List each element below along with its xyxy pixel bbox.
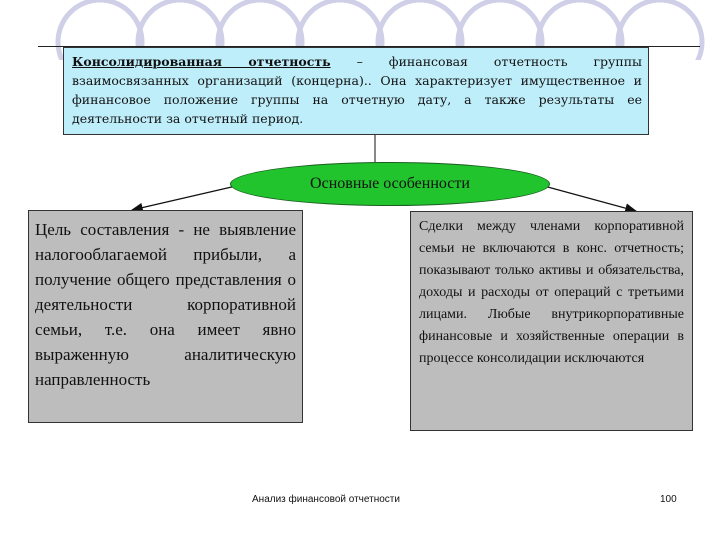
transactions-box bbox=[410, 211, 693, 431]
main-features-node bbox=[230, 162, 550, 206]
page-number: 100 bbox=[660, 494, 677, 505]
main-features-label: Основные особенности bbox=[310, 175, 470, 192]
arrow-to-right-box bbox=[544, 186, 636, 211]
arrow-to-left-box bbox=[132, 186, 236, 210]
definition-term: Консолидированная отчетность bbox=[72, 54, 331, 69]
transactions-text: Сделки между членами корпоративной семьи не включаются в конс. отчетность; показывают только активы и обязательства, доходы и расходы от операций с третьими лицами. Любые внутрикорпоративные финансовые и хозяйственные операции в процессе консолидации исключаются bbox=[419, 219, 684, 366]
purpose-text: Цель составления - не выявление налогооблагаемой прибыли, а получение общего представления о деятельности корпоративной семьи, т.е. она имеет явно выраженную аналитическую направленность bbox=[35, 220, 296, 389]
definition-text: – финансовая отчетность группы взаимосвязанных организаций (концерна).. Она характеризует имущественное и финансовое положение группы на отчетную дату, а также результаты ее деятельности за отчетный период. bbox=[72, 54, 642, 126]
purpose-box bbox=[28, 210, 303, 423]
footer-title: Анализ финансовой отчетности bbox=[252, 494, 400, 505]
